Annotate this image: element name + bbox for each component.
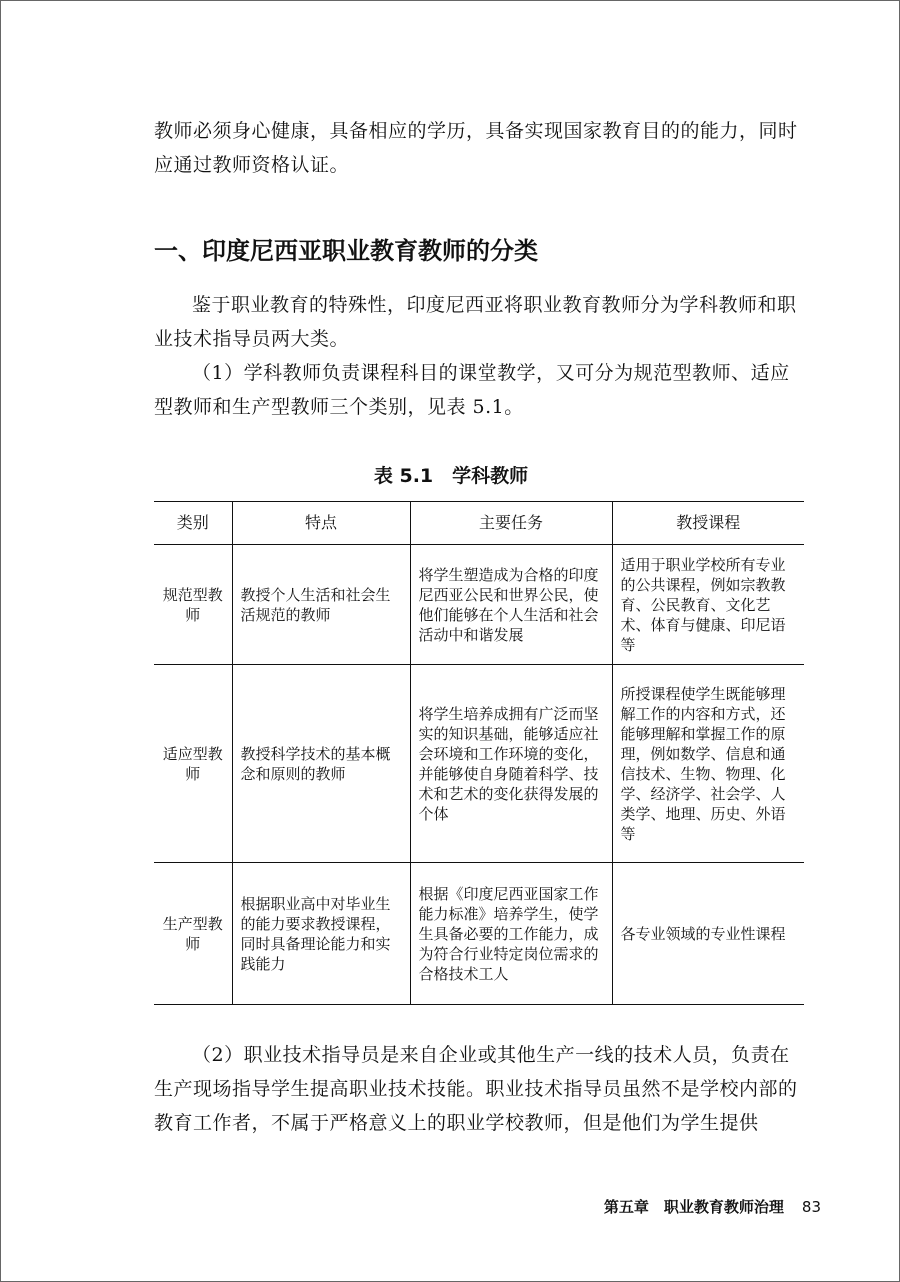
cell-category: 生产型教师 (154, 863, 232, 1005)
table-caption: 表 5.1 学科教师 (373, 465, 529, 487)
cell-feature: 教授个人生活和社会生活规范的教师 (232, 545, 410, 665)
header-course: 教授课程 (612, 502, 804, 545)
paragraph-technical-instructors: （2）职业技术指导员是来自企业或其他生产一线的技术人员，负责在生产现场指导学生提高职业技术技能。职业技术指导员虽然不是学校内部的教育工作者，不属于严格意义上的职业学校教师，但是他们为学生提供 (154, 1044, 798, 1134)
cell-task: 将学生培养成拥有广泛而坚实的知识基础，能够适应社会环境和工作环境的变化，并能够使自身随着科学、技术和艺术的变化获得发展的个体 (410, 665, 612, 863)
page-number: 83 (801, 1198, 821, 1216)
header-task: 主要任务 (410, 502, 612, 545)
cell-task: 将学生塑造成为合格的印度尼西亚公民和世界公民，使他们能够在个人生活和社会活动中和谐发展 (410, 545, 612, 665)
section-heading: 一、印度尼西亚职业教育教师的分类 (154, 237, 538, 265)
table-row (154, 863, 804, 1005)
cell-task: 根据《印度尼西亚国家工作能力标准》培养学生，使学生具备必要的工作能力，成为符合行业特定岗位需求的合格技术工人 (410, 863, 612, 1005)
running-footer (604, 1196, 821, 1217)
header-category: 类别 (154, 502, 232, 545)
table-row (154, 545, 804, 665)
table-row (154, 665, 804, 863)
paragraph-subject-teachers: （1）学科教师负责课程科目的课堂教学，又可分为规范型教师、适应型教师和生产型教师三个类别，见表 5.1。 (154, 362, 790, 418)
cell-category: 适应型教师 (154, 665, 232, 863)
cell-course: 所授课程使学生既能够理解工作的内容和方式，还能够理解和掌握工作的原理，例如数学、信息和通信技术、生物、物理、化学、经济学、社会学、人类学、地理、历史、外语等 (612, 665, 804, 863)
subject-teacher-table (154, 501, 804, 1005)
cell-course: 各专业领域的专业性课程 (612, 863, 804, 1005)
cell-feature: 根据职业高中对毕业生的能力要求教授课程，同时具备理论能力和实践能力 (232, 863, 410, 1005)
table-header-row (154, 502, 804, 545)
cell-category: 规范型教师 (154, 545, 232, 665)
header-feature: 特点 (232, 502, 410, 545)
paragraph-classification: 鉴于职业教育的特殊性，印度尼西亚将职业教育教师分为学科教师和职业技术指导员两大类。 (154, 294, 797, 350)
paragraph-intro: 教师必须身心健康，具备相应的学历，具备实现国家教育目的的能力，同时应通过教师资格认证。 (154, 120, 798, 176)
cell-feature: 教授科学技术的基本概念和原则的教师 (232, 665, 410, 863)
cell-course: 适用于职业学校所有专业的公共课程，例如宗教教育、公民教育、文化艺术、体育与健康、印尼语等 (612, 545, 804, 665)
chapter-title: 第五章 职业教育教师治理 (603, 1198, 784, 1216)
